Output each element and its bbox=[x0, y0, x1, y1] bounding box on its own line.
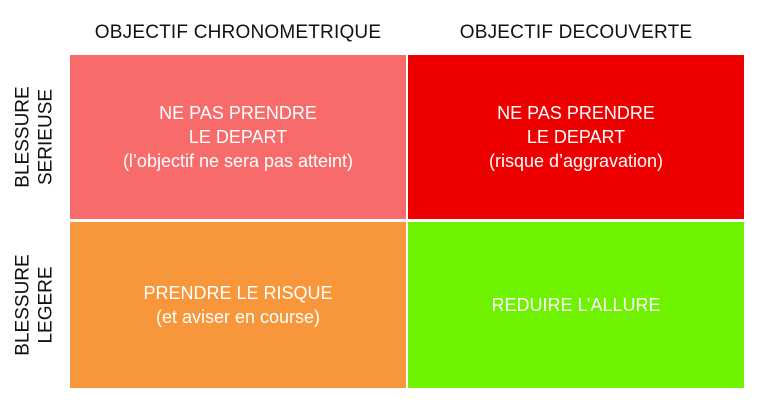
row-header-line: BLESSURE bbox=[13, 254, 34, 356]
cell-legere-chronometrique bbox=[70, 222, 406, 388]
cell-text: (et aviser en course) bbox=[155, 307, 321, 327]
cell-text: REDUIRE L’ALLURE bbox=[491, 295, 661, 315]
cell-text: PRENDRE LE RISQUE bbox=[143, 283, 333, 303]
cell-text: NE PAS PRENDRE bbox=[497, 103, 655, 123]
column-header-decouverte: OBJECTIF DECOUVERTE bbox=[459, 22, 693, 43]
cell-legere-decouverte bbox=[408, 222, 744, 388]
cell-text: NE PAS PRENDRE bbox=[159, 103, 317, 123]
column-header-chronometrique: OBJECTIF CHRONOMETRIQUE bbox=[94, 22, 382, 43]
cell-text: LE DEPART bbox=[188, 127, 288, 147]
row-header-serieuse bbox=[6, 55, 64, 219]
row-header-line: BLESSURE bbox=[13, 86, 34, 188]
row-header-line: LEGERE bbox=[36, 266, 57, 344]
row-header-legere bbox=[6, 222, 64, 388]
cell-text: (risque d’aggravation) bbox=[488, 151, 664, 171]
cell-serieuse-chronometrique bbox=[70, 55, 406, 219]
cell-text: (l’objectif ne sera pas atteint) bbox=[122, 151, 354, 171]
cell-text: LE DEPART bbox=[526, 127, 626, 147]
row-header-line: SERIEUSE bbox=[36, 88, 57, 186]
cell-serieuse-decouverte bbox=[408, 55, 744, 219]
